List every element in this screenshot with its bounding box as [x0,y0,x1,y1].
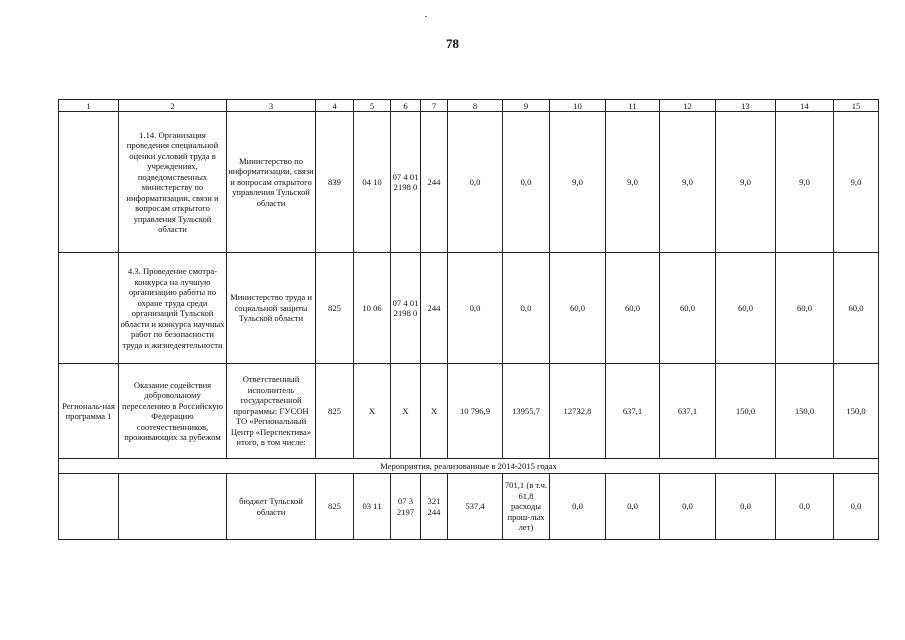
cell-value: 0,0 [834,474,879,540]
cell-value: 12732,8 [550,364,606,459]
cell-executor: Министерство по информатизации, связи и вопросам открытого управления Тульской области [227,112,316,253]
column-header: 15 [834,100,879,112]
cell-value: 60,0 [834,253,879,364]
cell-executor: бюджет Тульской области [227,474,316,540]
cell-value: 9,0 [606,112,660,253]
cell-value: 150,0 [834,364,879,459]
cell-measure: Оказание содействия добровольному переселению в Российскую Федерацию соотечественников, проживающих за рубежом [119,364,227,459]
cell-section: 04 10 [354,112,391,253]
cell-value: 0,0 [503,112,550,253]
cell-value: 0,0 [606,474,660,540]
cell-value: 60,0 [606,253,660,364]
column-header: 6 [391,100,421,112]
cell-value: 0,0 [448,253,503,364]
cell-value: 0,0 [716,474,776,540]
cell-value: 150,0 [716,364,776,459]
column-header: 14 [776,100,834,112]
column-header: 2 [119,100,227,112]
cell-value: 0,0 [776,474,834,540]
section-row [59,459,879,474]
column-header: 12 [660,100,716,112]
cell-value: 13955,7 [503,364,550,459]
cell-value: 9,0 [550,112,606,253]
cell-expense-type: Х [421,364,448,459]
column-header: 4 [316,100,354,112]
cell-section: 03 11 [354,474,391,540]
column-header: 3 [227,100,316,112]
cell-value: 0,0 [503,253,550,364]
section-title: Мероприятия, реализованные в 2014-2015 годах [59,459,879,474]
cell-expense-type: 244 [421,253,448,364]
cell-section: 10 06 [354,253,391,364]
cell-expense-type: 244 [421,112,448,253]
cell-value: 537,4 [448,474,503,540]
cell-section: Х [354,364,391,459]
cell-value: 637,1 [660,364,716,459]
cell-target: 07 3 2197 [391,474,421,540]
column-header: 13 [716,100,776,112]
cell-value: 60,0 [550,253,606,364]
table-row [59,112,879,253]
cell-value: 60,0 [776,253,834,364]
column-header: 7 [421,100,448,112]
cell-expense-type: 321 244 [421,474,448,540]
column-header: 1 [59,100,119,112]
cell-measure: 1.14. Организация проведения специальной оценки условий труда в учреждениях, подведомственных министерству по информатизации, связи и вопросам открытого управления Тульской области [119,112,227,253]
cell-measure [119,474,227,540]
cell-grbs: 825 [316,253,354,364]
cell-program: Региональ-ная программа 1 [59,364,119,459]
cell-value: 150,0 [776,364,834,459]
cell-value: 9,0 [716,112,776,253]
cell-program [59,253,119,364]
cell-target: Х [391,364,421,459]
cell-value: 10 796,9 [448,364,503,459]
table-row [59,364,879,459]
page-number: 78 [446,36,459,51]
cell-target: 07 4 01 2198 0 [391,253,421,364]
scan-speck [425,16,427,17]
budget-table [58,99,879,540]
cell-target: 07 4 01 2198 0 [391,112,421,253]
cell-value: 9,0 [834,112,879,253]
cell-grbs: 825 [316,474,354,540]
cell-program [59,474,119,540]
cell-executor: Министерство труда и социальной защиты Тульской области [227,253,316,364]
cell-measure: 4.3. Проведение смотра-конкурса на лучшую организацию работы по охране труда среди организаций Тульской области и конкурса научных работ по безопасности труда и жизнедеятельности [119,253,227,364]
cell-value: 0,0 [660,474,716,540]
cell-executor: Ответственный исполнитель государственной программы: ГУСОН ТО «Региональный Центр «Перспектива» итого, в том числе: [227,364,316,459]
column-header: 5 [354,100,391,112]
table-row [59,253,879,364]
cell-grbs: 825 [316,364,354,459]
column-header: 11 [606,100,660,112]
cell-value: 0,0 [448,112,503,253]
cell-value: 0,0 [550,474,606,540]
cell-program [59,112,119,253]
cell-value: 9,0 [776,112,834,253]
cell-value: 9,0 [660,112,716,253]
cell-value: 60,0 [716,253,776,364]
cell-grbs: 839 [316,112,354,253]
column-number-row [59,100,879,112]
cell-value: 637,1 [606,364,660,459]
column-header: 10 [550,100,606,112]
cell-value: 60,0 [660,253,716,364]
cell-value: 701,1 (в т.ч. 61,8 расходы прош-лых лет) [503,474,550,540]
column-header: 8 [448,100,503,112]
table-row [59,474,879,540]
column-header: 9 [503,100,550,112]
